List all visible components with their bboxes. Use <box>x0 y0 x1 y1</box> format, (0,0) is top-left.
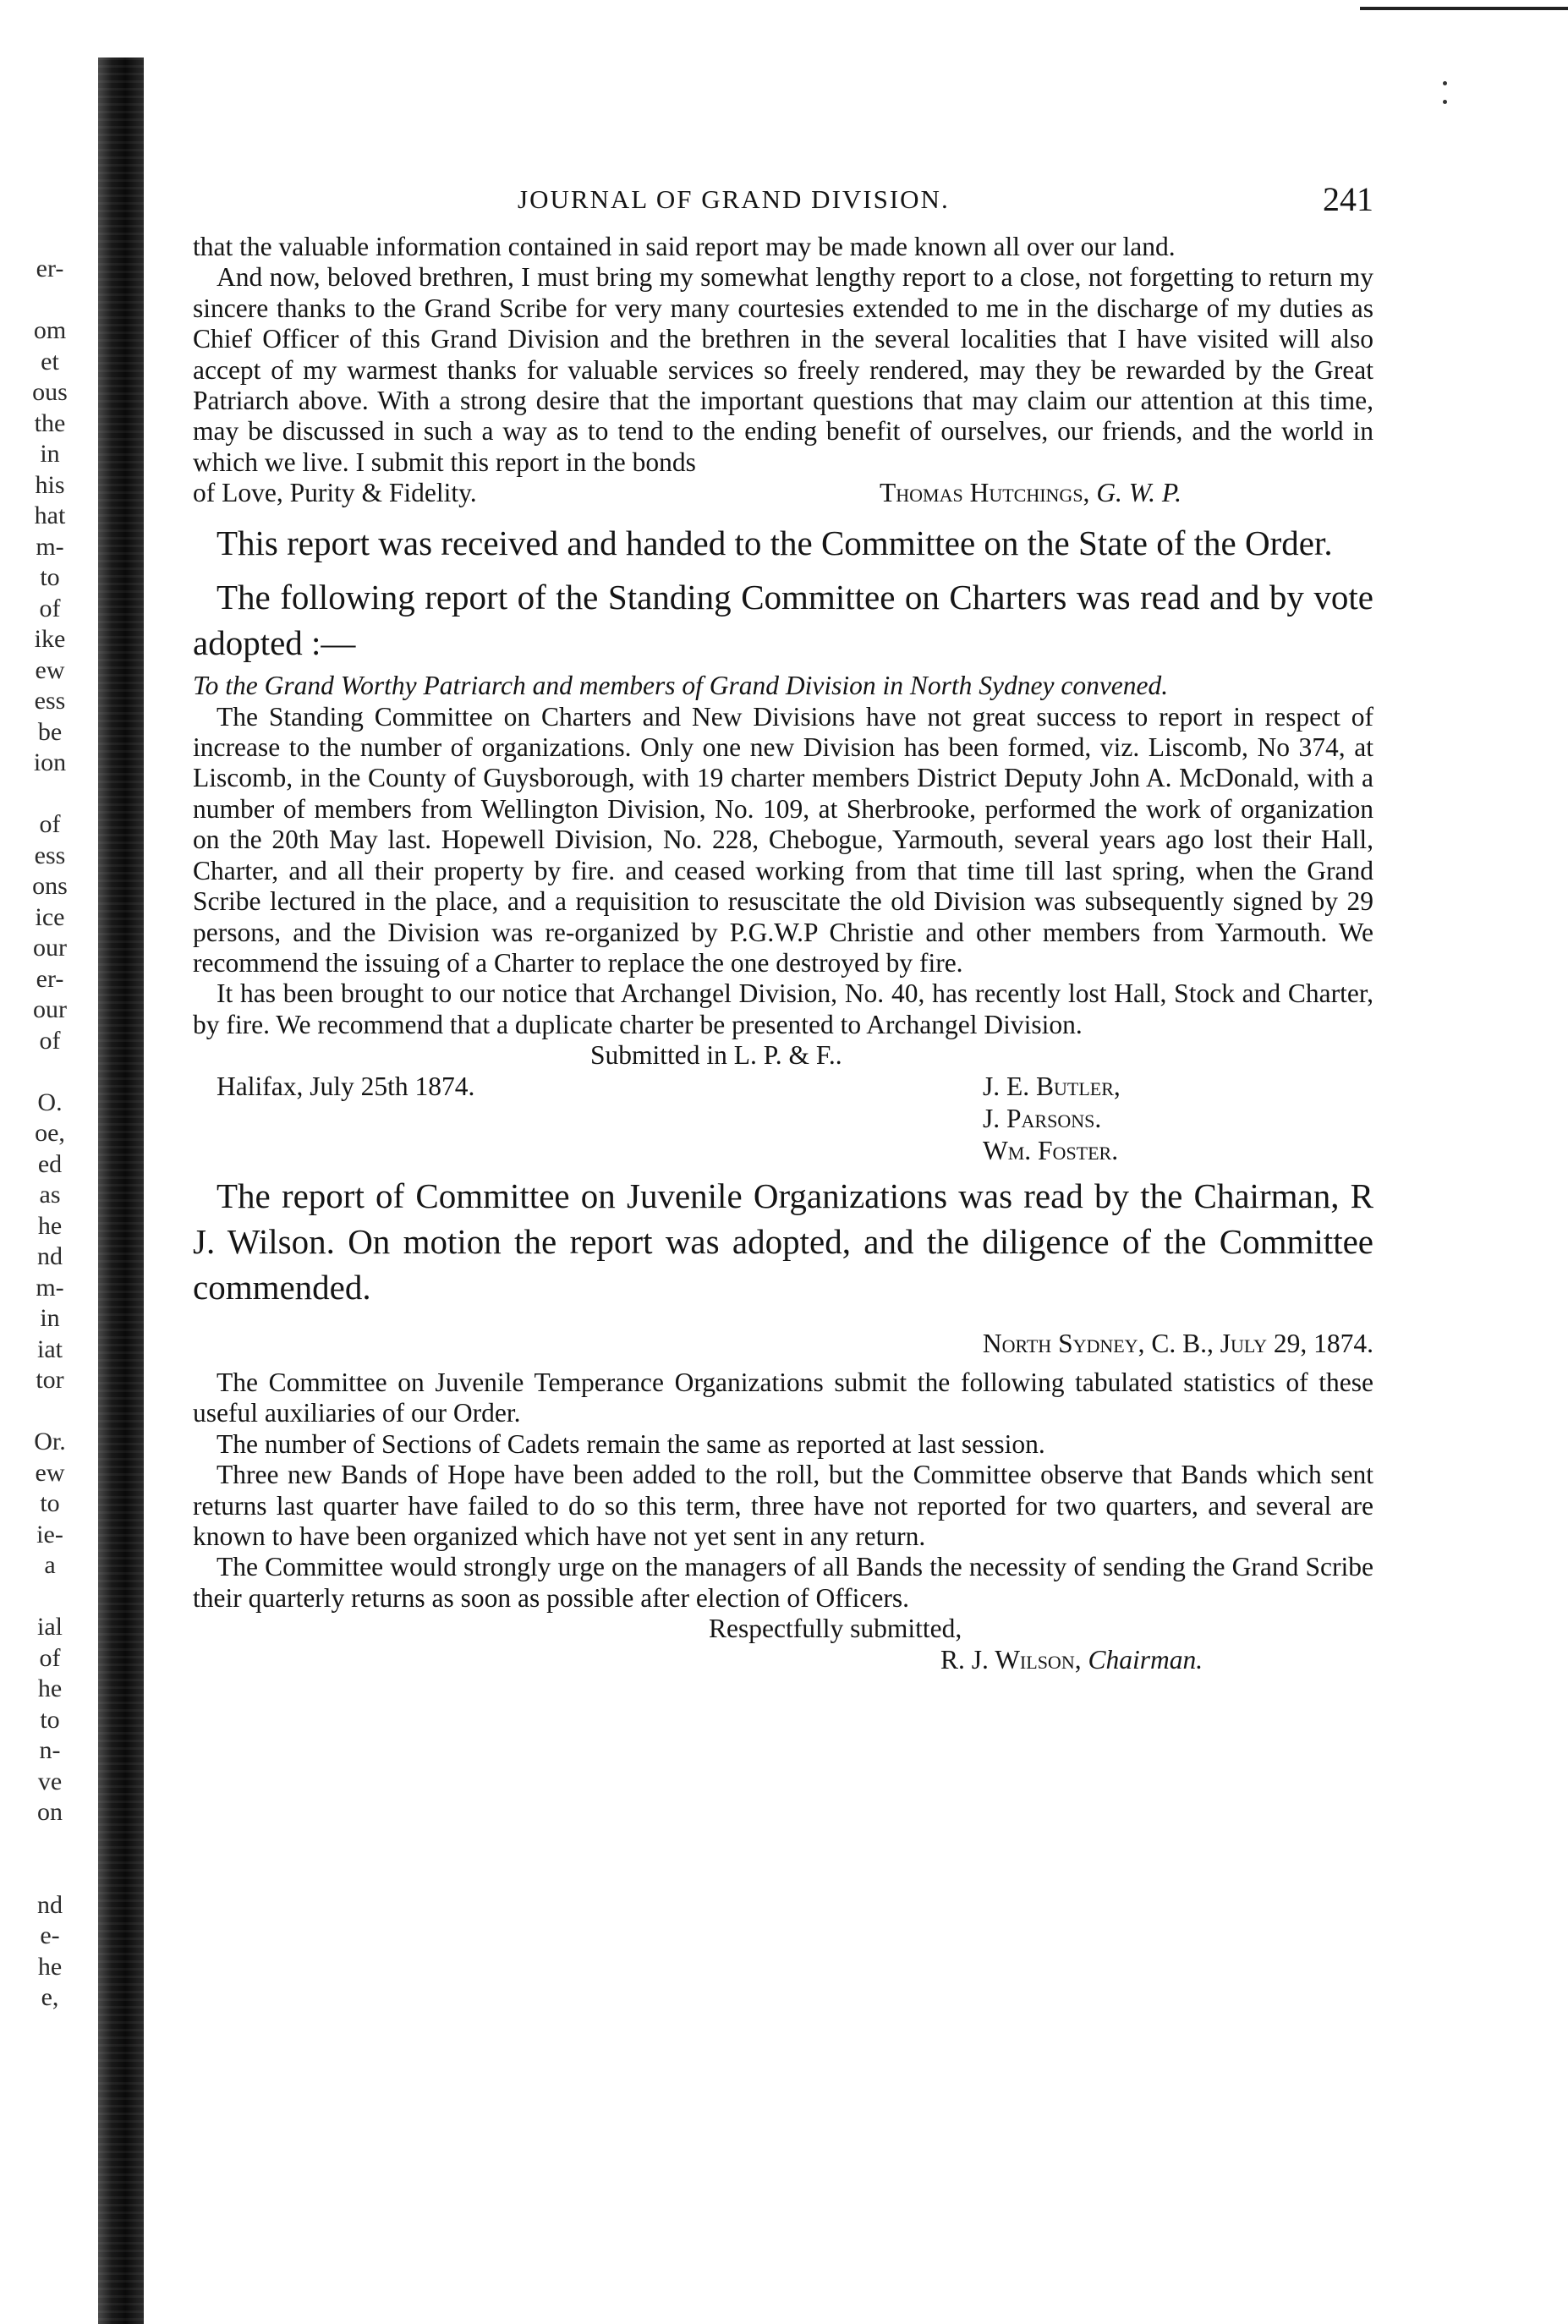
gutter-fragment: of <box>39 1026 61 1055</box>
gutter-fragment: nd <box>37 1890 63 1919</box>
gutter-fragment: ew <box>35 655 65 684</box>
gutter-fragment: his <box>35 470 65 499</box>
gutter-fragment: to <box>40 1489 60 1517</box>
signature-title: Chairman. <box>1088 1644 1203 1674</box>
top-rule <box>1360 7 1568 10</box>
gutter-fragment: m- <box>36 532 64 561</box>
signature <box>880 478 1181 508</box>
minutes-notice: The report of Committee on Juvenile Organizations was read by the Chairman, R J. Wilson. On motion the report was adopted, and the diligence of the Committee commended. <box>193 1176 1373 1307</box>
gutter-fragment: ons <box>32 872 68 900</box>
gutter-fragment: Or. <box>34 1428 66 1455</box>
closing-formula: Respectfully submitted, <box>709 1614 962 1644</box>
signature-block <box>193 1072 1373 1170</box>
gutter-fragment: er- <box>36 964 64 993</box>
signature <box>193 1645 1373 1675</box>
page-header <box>193 179 1373 232</box>
gutter-fragment: the <box>34 408 66 437</box>
page-content <box>193 179 1373 1675</box>
gutter-fragment: of <box>39 1643 61 1672</box>
dateline: North Sydney, C. B., July 29, 1874. <box>982 1328 1373 1358</box>
gutter-fragment: tor <box>36 1366 64 1394</box>
report-paragraph: The Standing Committee on Charters and New Divisions have not great success to report in respect of increase to the number of organizations. Only one new Division has been formed, viz. Liscomb, No 374, at Liscomb, in the County of Guysborough, with 19 charter members District Deputy John A. McDonald, with a number of members from Wellington Division, No. 109, at Sherbrooke, performed the work of organization on the 20th May last. Hopewell Division, No. 228, Chebogue, Yarmouth, several years ago lost their Hall, Charter, and all their property by fire. and ceased working from that time till last spring, when the Grand Scribe lectured in the place, and a requisition to resuscitate the old Division was subsequently signed by 29 persons, and the Division was re-organized by P.G.W.P Christie and other members from Yarmouth. We recommend the issuing of a Charter to replace the one destroyed by fire. <box>193 701 1373 978</box>
running-head: JOURNAL OF GRAND DIVISION. <box>518 184 950 214</box>
minutes-notice: The following report of the Standing Committee on Charters was read and by vote adopted :— <box>193 578 1373 663</box>
gutter-fragment <box>0 1056 100 1088</box>
gutter-fragment: om <box>33 316 67 344</box>
gutter-fragment <box>0 1581 100 1613</box>
gutter-fragment: m- <box>36 1273 64 1302</box>
gutter-fragment <box>0 1828 100 1860</box>
gutter-fragment: hat <box>34 502 66 529</box>
report-paragraph: that the valuable information contained in said report may be made known all over our land. <box>193 232 1176 261</box>
gutter-fragment <box>0 1859 100 1890</box>
gutter-fragment: ous <box>32 378 68 406</box>
gutter-fragment <box>0 285 100 316</box>
gutter-fragment: iat <box>37 1335 63 1363</box>
gutter-fragment: et <box>41 347 59 375</box>
gutter-fragment: to <box>40 1705 60 1734</box>
gutter-fragment: e- <box>40 1921 60 1949</box>
gutter-fragment: ial <box>37 1613 63 1641</box>
gutter-fragment: he <box>37 1674 63 1702</box>
signer-name: J. Parsons. <box>983 1103 1102 1133</box>
gutter-fragment: ion <box>33 748 67 776</box>
signature-title: G. W. P. <box>1096 478 1181 508</box>
gutter-fragment: he <box>37 1211 63 1240</box>
gutter-fragment: in <box>40 1304 60 1332</box>
gutter-fragment: ed <box>37 1149 63 1178</box>
submission-line: Submitted in L. P. & F.. <box>590 1040 842 1071</box>
gutter-fragment: a <box>44 1551 56 1579</box>
signature-name: R. J. Wilson, <box>940 1644 1082 1674</box>
book-spine-shadow <box>98 58 144 2324</box>
gutter-fragment: on <box>37 1798 63 1826</box>
report-paragraph: The Committee would strongly urge on the managers of all Bands the necessity of sending the Grand Scribe their quarterly returns as soon as possible after election of Officers. <box>193 1552 1373 1613</box>
gutter-fragment <box>0 779 100 810</box>
gutter-fragment <box>0 1396 100 1428</box>
gutter-fragment: our <box>33 934 67 962</box>
gutter-fragment: of <box>39 810 61 838</box>
gutter-fragment: O. <box>37 1088 63 1116</box>
gutter-fragment: oe, <box>35 1119 65 1147</box>
margin-dot <box>1443 100 1447 104</box>
gutter-fragment: e, <box>41 1983 59 2011</box>
gutter-fragment: ve <box>37 1767 63 1795</box>
gutter-fragment: our <box>33 995 67 1023</box>
signer-name: J. E. Butler, <box>983 1071 1121 1101</box>
gutter-fragment: ice <box>35 902 65 931</box>
gutter-fragment: nd <box>37 1242 63 1270</box>
salutation: To the Grand Worthy Patriarch and members of Grand Division in North Sydney convened. <box>193 671 1169 701</box>
gutter-fragment: ie- <box>36 1520 63 1548</box>
page-number: 241 <box>1323 180 1373 218</box>
gutter-fragment: he <box>37 1952 63 1981</box>
gutter-fragment: ew <box>35 1458 65 1487</box>
gutter-fragment: n- <box>39 1736 61 1764</box>
report-paragraph: The number of Sections of Cadets remain the same as reported at last session. <box>217 1428 1045 1459</box>
report-paragraph: It has been brought to our notice that Archangel Division, No. 40, has recently lost Hall, Stock and Charter, by fire. We recommend that a duplicate charter be presented to Archangel Division. <box>193 978 1373 1039</box>
report-paragraph: And now, beloved brethren, I must bring my somewhat lengthy report to a close, not forgetting to return my sincere thanks to the Grand Scribe for very many courtesies extended to me in the discharge of my duties as Chief Officer of this Grand Division and the brethren in the several localities that I have visited will also accept of my warmest thanks for valuable services so freely rendered, may they be rewarded by the Great Patriarch above. With a strong desire that the important questions that may claim our attention at this time, may be discussed in such a way as to tend to the ending benefit of ourselves, our friends, and the world in which we live. I submit this report in the bonds <box>193 262 1373 477</box>
closing-formula: of Love, Purity & Fidelity. <box>193 478 477 508</box>
gutter-fragment: of <box>39 594 61 622</box>
gutter-fragment: ess <box>34 687 66 715</box>
gutter-fragment: be <box>37 717 63 746</box>
gutter-fragment: as <box>39 1181 61 1209</box>
signature-line <box>193 478 1373 512</box>
gutter-fragment: er- <box>36 255 64 282</box>
gutter-fragment: in <box>40 440 60 468</box>
signature-name: Thomas Hutchings, <box>880 478 1090 508</box>
minutes-notice: This report was received and handed to the Committee on the State of the Order. <box>217 523 1333 563</box>
report-paragraph: The Committee on Juvenile Temperance Organizations submit the following tabulated statistics of these useful auxiliaries of our Order. <box>193 1367 1373 1428</box>
report-date: Halifax, July 25th 1874. <box>217 1071 475 1101</box>
gutter-fragment: ike <box>34 625 66 653</box>
signer-name: Wm. Foster. <box>983 1135 1119 1165</box>
adjacent-page-fragments <box>0 254 100 2014</box>
gutter-fragment: ess <box>34 841 66 869</box>
gutter-fragment: to <box>40 563 60 591</box>
margin-dot <box>1443 81 1447 85</box>
report-paragraph: Three new Bands of Hope have been added to the roll, but the Committee observe that Bands which sent returns last quarter have failed to do so this term, three have not reported for two quarters, and several are known to have been organized which have not yet sent in any return. <box>193 1460 1373 1551</box>
